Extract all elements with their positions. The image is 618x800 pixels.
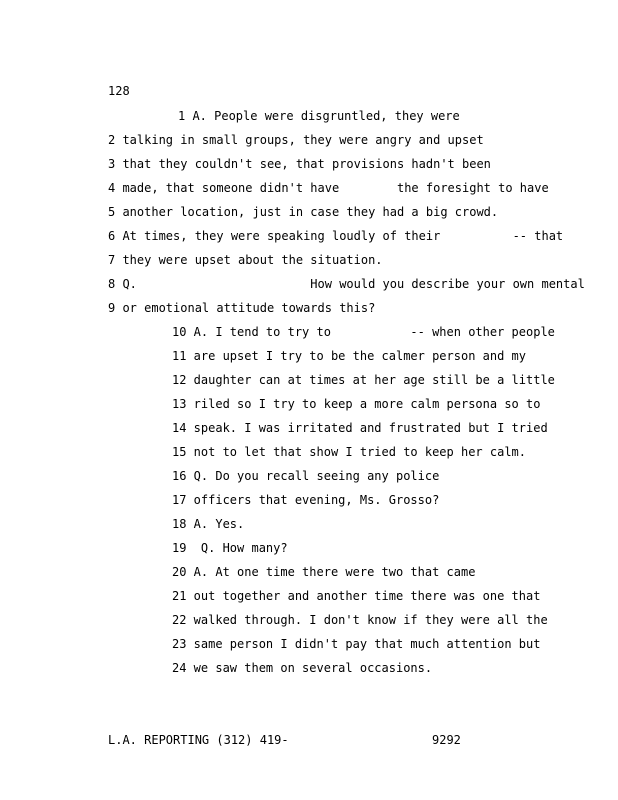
transcript-line-20: 20 A. At one time there were two that came (172, 565, 476, 579)
transcript-line-1: 1 A. People were disgruntled, they were (178, 109, 460, 123)
transcript-line-7: 7 they were upset about the situation. (108, 253, 383, 267)
transcript-line-12: 12 daughter can at times at her age still be a little (172, 373, 555, 387)
transcript-line-6: 6 At times, they were speaking loudly of their -- that (108, 229, 564, 243)
transcript-line-9: 9 or emotional attitude towards this? (108, 301, 376, 315)
transcript-line-13: 13 riled so I try to keep a more calm persona so to (172, 397, 541, 411)
transcript-line-24: 24 we saw them on several occasions. (172, 661, 433, 675)
transcript-line-5: 5 another location, just in case they had a big crowd. (108, 205, 499, 219)
transcript-line-8: 8 Q. How would you describe your own mental (108, 277, 585, 291)
transcript-line-10: 10 A. I tend to try to -- when other people (172, 325, 555, 339)
transcript-line-11: 11 are upset I try to be the calmer person and my (172, 349, 527, 363)
transcript-line-4: 4 made, that someone didn't have the foresight to have (108, 181, 549, 195)
transcript-line-16: 16 Q. Do you recall seeing any police (172, 469, 440, 483)
transcript-line-17: 17 officers that evening, Ms. Grosso? (172, 493, 440, 507)
reporter-phone-suffix: 9292 (432, 733, 461, 747)
transcript-line-2: 2 talking in small groups, they were angry and upset (108, 133, 484, 147)
transcript-line-19: 19 Q. How many? (172, 541, 288, 555)
transcript-line-21: 21 out together and another time there was one that (172, 589, 541, 603)
transcript-line-22: 22 walked through. I don't know if they were all the (172, 613, 548, 627)
reporter-footer: L.A. REPORTING (312) 419- (108, 733, 289, 747)
transcript-line-3: 3 that they couldn't see, that provisions hadn't been (108, 157, 491, 171)
transcript-line-23: 23 same person I didn't pay that much attention but (172, 637, 541, 651)
transcript-line-15: 15 not to let that show I tried to keep her calm. (172, 445, 527, 459)
transcript-line-14: 14 speak. I was irritated and frustrated but I tried (172, 421, 548, 435)
transcript-line-18: 18 A. Yes. (172, 517, 245, 531)
page-number: 128 (108, 84, 130, 98)
